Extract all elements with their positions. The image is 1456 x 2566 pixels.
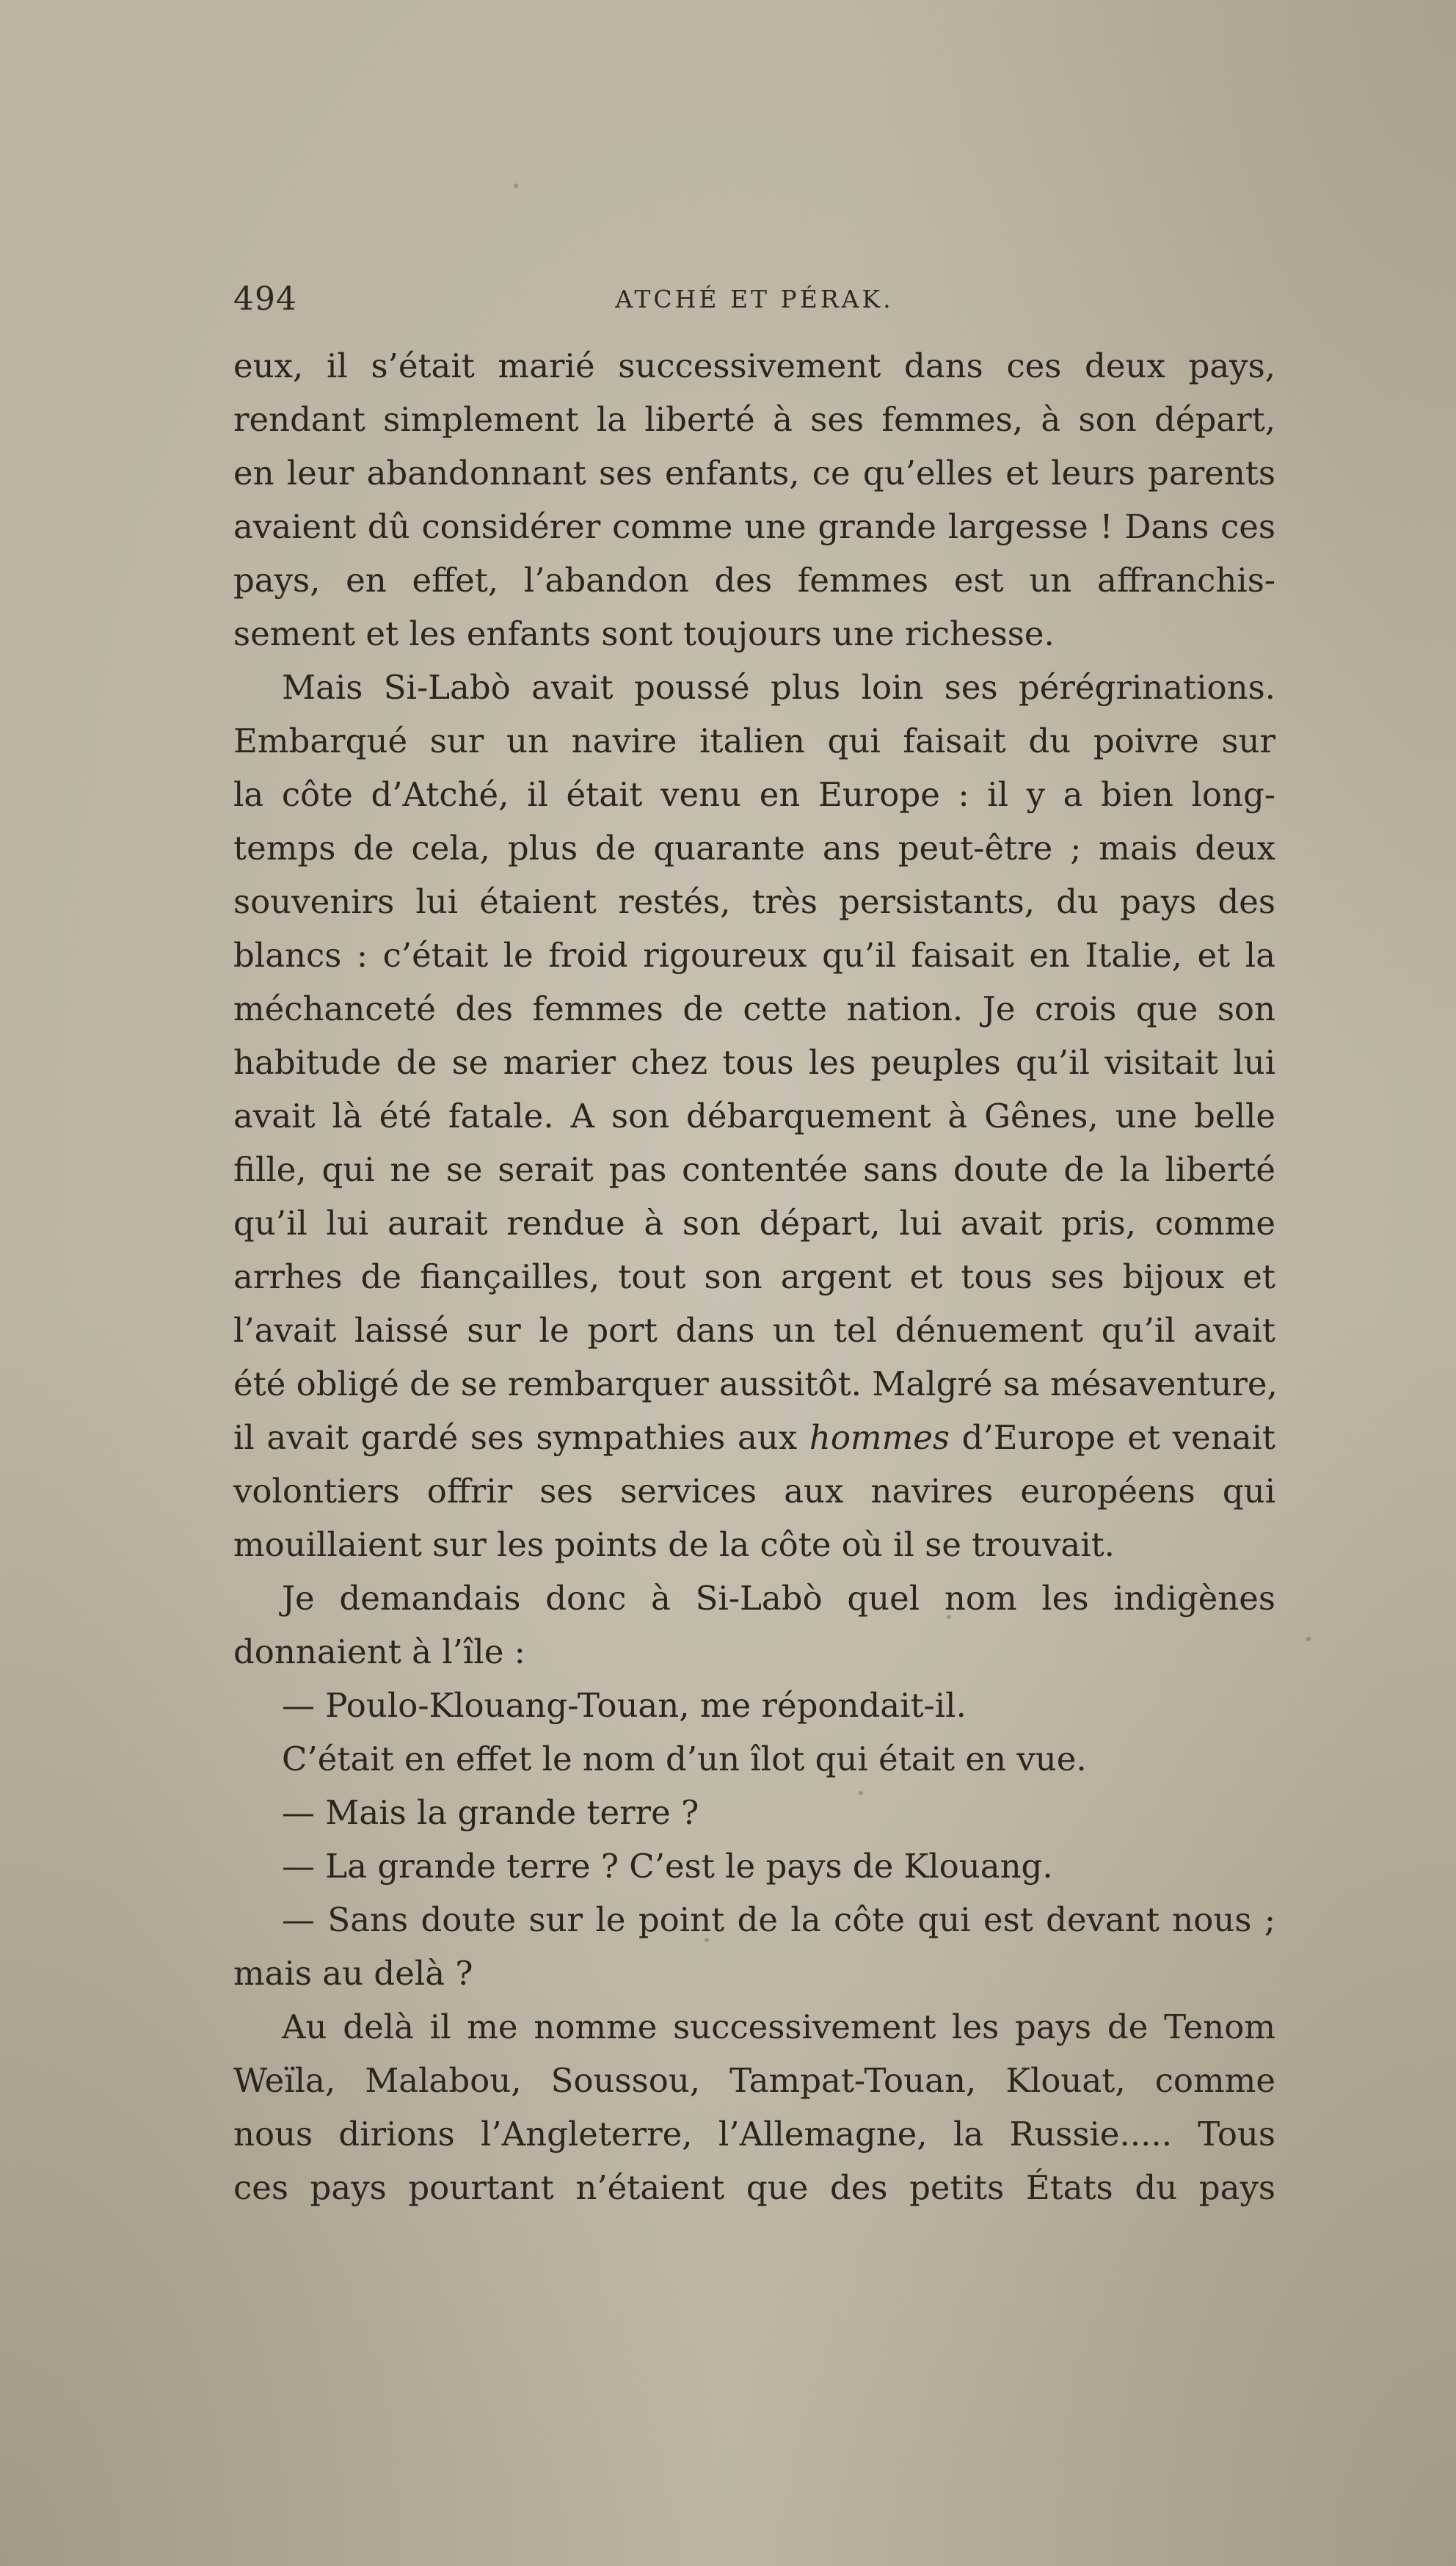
text-line: la côte d’Atché, il était venu en Europe : il y a bien long- xyxy=(233,775,1275,814)
text-line: blancs : c’était le froid rigoureux qu’il faisait en Italie, et la xyxy=(233,936,1275,975)
text-line: en leur abandonnant ses enfants, ce qu’elles et leurs parents xyxy=(233,454,1275,493)
paragraph-first-line: Mais Si-Labò avait poussé plus loin ses pérégrinations. xyxy=(282,668,1275,707)
text-line-with-italic xyxy=(233,1411,1275,1464)
paper-speck xyxy=(1306,1637,1311,1641)
text-line: rendant simplement la liberté à ses femmes, à son départ, xyxy=(233,400,1275,439)
text-line: Weïla, Malabou, Soussou, Tampat-Touan, Klouat, comme xyxy=(233,2061,1275,2100)
text-segment: d’Europe et venait xyxy=(950,1418,1275,1457)
paragraph-first-line: Au delà il me nomme successivement les pays de Tenom xyxy=(282,2007,1275,2046)
text-line: habitude de se marier chez tous les peuples qu’il visitait lui xyxy=(233,1043,1275,1082)
text-line: avait là été fatale. A son débarquement à Gênes, une belle xyxy=(233,1097,1275,1135)
text-line: nous dirions l’Angleterre, l’Allemagne, la Russie..... Tous xyxy=(233,2115,1275,2154)
text-line: temps de cela, plus de quarante ans peut-être ; mais deux xyxy=(233,829,1275,868)
text-line: l’avait laissé sur le port dans un tel dénuement qu’il avait xyxy=(233,1311,1275,1350)
text-line: mouillaient sur les points de la côte où il se trouvait. xyxy=(233,1525,1115,1564)
page-number: 494 xyxy=(233,280,297,318)
paper-speck xyxy=(947,1615,951,1619)
text-line: qu’il lui aurait rendue à son départ, lui avait pris, comme xyxy=(233,1204,1275,1243)
text-line: volontiers offrir ses services aux navires européens qui xyxy=(233,1472,1275,1511)
dialogue-line: — La grande terre ? C’est le pays de Klouang. xyxy=(282,1847,1053,1886)
running-head xyxy=(233,277,1275,321)
paper-speck xyxy=(705,1938,709,1942)
text-line: fille, qui ne se serait pas contentée sans doute de la liberté xyxy=(233,1150,1275,1189)
text-line: Embarqué sur un navire italien qui faisait du poivre sur xyxy=(233,722,1275,760)
dialogue-line: — Mais la grande terre ? xyxy=(282,1793,699,1832)
dialogue-line: — Poulo-Klouang-Touan, me répondait-il. xyxy=(282,1686,967,1725)
text-line: avaient dû considérer comme une grande largesse ! Dans ces xyxy=(233,507,1275,546)
italic-word: hommes xyxy=(809,1418,950,1457)
text-line: donnaient à l’île : xyxy=(233,1632,525,1671)
dialogue-line: — Sans doute sur le point de la côte qui est devant nous ; xyxy=(282,1900,1275,1939)
text-line: mais au delà ? xyxy=(233,1954,473,1993)
paper-speck xyxy=(859,1791,863,1795)
paragraph-first-line: Je demandais donc à Si-Labò quel nom les indigènes xyxy=(282,1579,1275,1618)
body-text xyxy=(233,339,1278,2214)
text-line: pays, en effet, l’abandon des femmes est un affranchis- xyxy=(233,561,1275,600)
running-title: ATCHÉ ET PÉRAK. xyxy=(615,285,894,313)
paper-speck xyxy=(514,183,518,188)
paragraph-first-line: C’était en effet le nom d’un îlot qui était en vue. xyxy=(282,1740,1087,1778)
text-line: eux, il s’était marié successivement dans ces deux pays, xyxy=(233,346,1275,385)
text-line: souvenirs lui étaient restés, très persistants, du pays des xyxy=(233,882,1275,921)
text-line: méchanceté des femmes de cette nation. Je crois que son xyxy=(233,989,1275,1028)
text-line: ces pays pourtant n’étaient que des petits États du pays xyxy=(233,2168,1275,2207)
text-line: sement et les enfants sont toujours une richesse. xyxy=(233,614,1055,653)
text-line: été obligé de se rembarquer aussitôt. Malgré sa mésaventure, xyxy=(233,1364,1278,1403)
text-line: arrhes de fiançailles, tout son argent et tous ses bijoux et xyxy=(233,1257,1275,1296)
text-segment: il avait gardé ses sympathies aux xyxy=(233,1418,809,1457)
